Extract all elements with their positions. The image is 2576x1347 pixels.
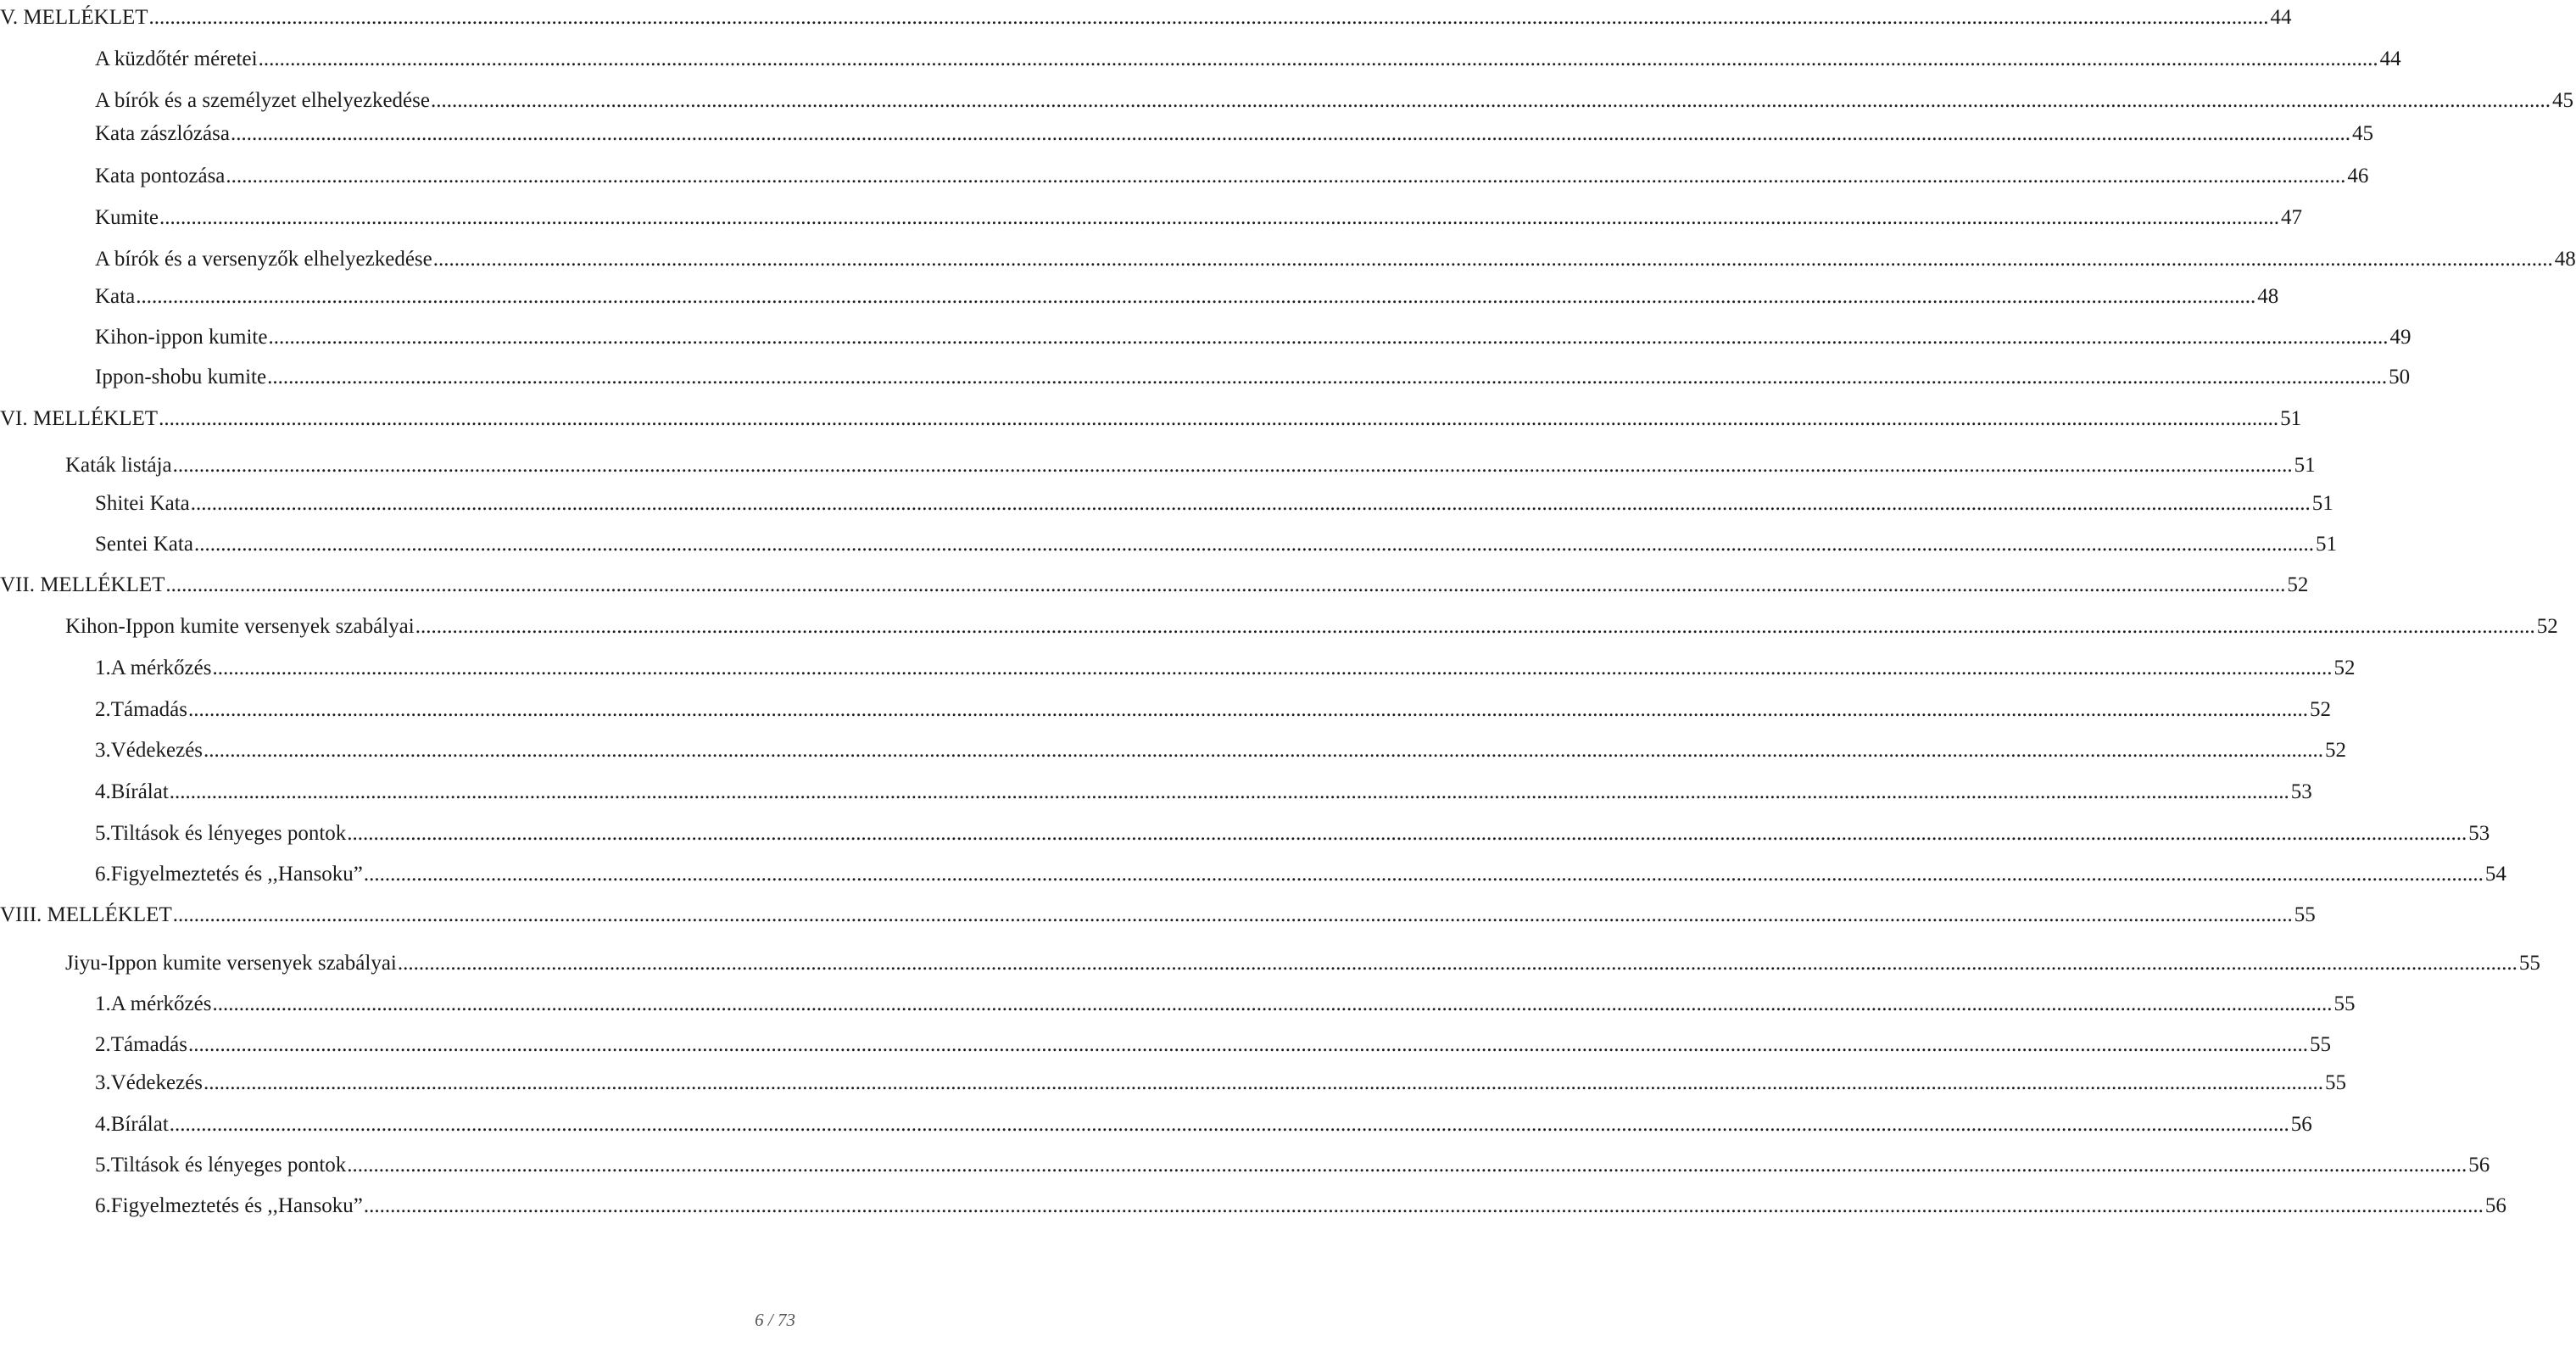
toc-entry-title: Bírálat: [110, 780, 169, 803]
toc-entry[interactable]: [0, 895, 2316, 936]
toc-leader-dots: ................................................................................................................................................................................................................................................................................................................................................................................................................: [136, 285, 2256, 308]
toc-entry-title: VI. MELLÉKLET: [0, 407, 159, 430]
toc-entry[interactable]: [0, 317, 2412, 358]
page-indicator: 6 / 73: [755, 1310, 795, 1330]
toc-entry-page-number: 53: [2468, 822, 2490, 845]
toc-entry-page-number: 55: [2325, 1071, 2347, 1094]
toc-entry[interactable]: [0, 156, 2369, 197]
toc-leader-dots: ................................................................................................................................................................................................................................................................................................................................................................................................................: [172, 454, 2293, 477]
toc-leader-dots: ................................................................................................................................................................................................................................................................................................................................................................................................................: [267, 366, 2388, 388]
toc-entry-title: Támadás: [110, 698, 187, 721]
toc-entry[interactable]: [0, 730, 2347, 771]
toc-entry-page-number: 52: [2333, 657, 2356, 679]
toc-entry-page-number: 56: [2484, 1194, 2506, 1217]
toc-leader-dots: ................................................................................................................................................................................................................................................................................................................................................................................................................: [347, 822, 2467, 845]
toc-entry-page-number: 55: [2518, 952, 2540, 975]
toc-entry-title: VII. MELLÉKLET: [0, 573, 165, 596]
toc-entry-number: 3.: [95, 739, 111, 762]
toc-entry[interactable]: [0, 606, 2558, 647]
toc-leader-dots: ................................................................................................................................................................................................................................................................................................................................................................................................................: [430, 89, 2551, 112]
toc-entry[interactable]: [0, 1025, 2331, 1065]
toc-entry[interactable]: [0, 648, 2356, 689]
toc-entry[interactable]: [0, 772, 2312, 813]
toc-entry-page-number: 44: [2379, 48, 2401, 70]
toc-leader-dots: ................................................................................................................................................................................................................................................................................................................................................................................................................: [169, 1113, 2289, 1136]
toc-entry[interactable]: [0, 357, 2411, 398]
toc-entry-title: Kata: [95, 285, 136, 308]
toc-entry-page-number: 45: [2351, 122, 2373, 145]
toc-entry-title: Figyelmeztetés és ,,Hansoku”: [110, 863, 363, 886]
toc-leader-dots: ................................................................................................................................................................................................................................................................................................................................................................................................................: [204, 739, 2324, 762]
toc-leader-dots: ................................................................................................................................................................................................................................................................................................................................................................................................................: [193, 533, 2314, 556]
toc-entry-page-number: 44: [2270, 6, 2292, 29]
toc-entry-page-number: 56: [2468, 1154, 2490, 1177]
toc-entry[interactable]: [0, 943, 2540, 984]
toc-entry-page-number: 51: [2280, 407, 2302, 430]
toc-leader-dots: ................................................................................................................................................................................................................................................................................................................................................................................................................: [397, 952, 2517, 975]
toc-leader-dots: ................................................................................................................................................................................................................................................................................................................................................................................................................: [159, 407, 2279, 430]
toc-leader-dots: ................................................................................................................................................................................................................................................................................................................................................................................................................: [169, 780, 2289, 803]
toc-entry-title: Kata zászlózása: [95, 122, 230, 145]
toc-entry[interactable]: [0, 239, 2576, 280]
toc-entry[interactable]: [0, 1186, 2506, 1227]
toc-entry[interactable]: [0, 483, 2333, 524]
toc-entry-page-number: 52: [2309, 698, 2331, 721]
toc-entry-title: Támadás: [110, 1033, 187, 1056]
toc-entry-page-number: 53: [2290, 780, 2312, 803]
toc-entry[interactable]: [0, 813, 2490, 854]
toc-entry-title: Ippon-shobu kumite: [95, 366, 267, 388]
toc-entry-number: 5.: [95, 822, 111, 845]
toc-entry-number: 4.: [95, 1113, 111, 1136]
toc-entry-title: Kihon-ippon kumite: [95, 326, 268, 349]
toc-entry-page-number: 52: [2536, 615, 2558, 638]
toc-entry-title: Kumite: [95, 206, 159, 229]
toc-leader-dots: ................................................................................................................................................................................................................................................................................................................................................................................................................: [363, 1194, 2484, 1217]
toc-entry-number: 2.: [95, 698, 111, 721]
toc-entry-title: Kata pontozása: [95, 165, 226, 187]
toc-entry[interactable]: [0, 1063, 2347, 1104]
toc-entry-title: Sentei Kata: [95, 533, 193, 556]
toc-entry[interactable]: [0, 1145, 2490, 1186]
toc-entry-title: Bírálat: [110, 1113, 169, 1136]
toc-entry[interactable]: [0, 114, 2373, 154]
toc-entry[interactable]: [0, 690, 2331, 730]
toc-leader-dots: ................................................................................................................................................................................................................................................................................................................................................................................................................: [415, 615, 2535, 638]
toc-leader-dots: ................................................................................................................................................................................................................................................................................................................................................................................................................: [212, 657, 2333, 679]
toc-entry-number: 1.: [95, 992, 111, 1015]
toc-entry-number: 4.: [95, 780, 111, 803]
toc-entry[interactable]: [0, 854, 2506, 895]
toc-entry-page-number: 55: [2309, 1033, 2331, 1056]
toc-entry[interactable]: [0, 39, 2401, 80]
toc-leader-dots: ................................................................................................................................................................................................................................................................................................................................................................................................................: [212, 992, 2333, 1015]
toc-entry-page-number: 52: [2325, 739, 2347, 762]
toc-entry-title: A küzdőtér méretei: [95, 48, 258, 70]
toc-entry-title: Védekezés: [110, 1071, 204, 1094]
toc-entry[interactable]: [0, 198, 2302, 238]
toc-leader-dots: ................................................................................................................................................................................................................................................................................................................................................................................................................: [258, 48, 2378, 70]
toc-entry-title: Jiyu-Ippon kumite versenyek szabályai: [65, 952, 397, 975]
toc-entry-title: Tiltások és lényeges pontok: [110, 822, 347, 845]
toc-entry-page-number: 46: [2347, 165, 2369, 187]
toc-entry-page-number: 56: [2290, 1113, 2312, 1136]
toc-entry-number: 6.: [95, 1194, 111, 1217]
toc-entry-page-number: 54: [2484, 863, 2506, 886]
toc-entry-page-number: 55: [2333, 992, 2356, 1015]
toc-entry[interactable]: [0, 565, 2309, 606]
toc-entry-page-number: 48: [2554, 248, 2576, 271]
toc-leader-dots: ................................................................................................................................................................................................................................................................................................................................................................................................................: [230, 122, 2350, 145]
toc-entry-page-number: 52: [2287, 573, 2309, 596]
toc-entry-page-number: 50: [2389, 366, 2411, 388]
toc-entry-title: VIII. MELLÉKLET: [0, 903, 172, 926]
toc-entry-number: 6.: [95, 863, 111, 886]
toc-entry-title: A bírók és a versenyzők elhelyezkedése: [95, 248, 432, 271]
toc-entry-page-number: 55: [2294, 903, 2316, 926]
toc-entry-page-number: 47: [2281, 206, 2302, 229]
toc-leader-dots: ................................................................................................................................................................................................................................................................................................................................................................................................................: [347, 1154, 2467, 1177]
toc-leader-dots: ................................................................................................................................................................................................................................................................................................................................................................................................................: [432, 248, 2553, 271]
toc-entry-page-number: 51: [2311, 492, 2333, 515]
toc-leader-dots: ................................................................................................................................................................................................................................................................................................................................................................................................................: [159, 206, 2279, 229]
toc-entry-title: Tiltások és lényeges pontok: [110, 1154, 347, 1177]
toc-entry-page-number: 48: [2257, 285, 2279, 308]
toc-entry-title: Figyelmeztetés és ,,Hansoku”: [110, 1194, 363, 1217]
toc-leader-dots: ................................................................................................................................................................................................................................................................................................................................................................................................................: [363, 863, 2484, 886]
toc-entry-page-number: 51: [2315, 533, 2337, 556]
toc-entry-number: 3.: [95, 1071, 111, 1094]
toc-leader-dots: ................................................................................................................................................................................................................................................................................................................................................................................................................: [165, 573, 2286, 596]
toc-entry[interactable]: [0, 445, 2316, 486]
toc-leader-dots: ................................................................................................................................................................................................................................................................................................................................................................................................................: [187, 1033, 2308, 1056]
toc-entry[interactable]: [0, 277, 2279, 317]
toc-leader-dots: ................................................................................................................................................................................................................................................................................................................................................................................................................: [148, 6, 2269, 29]
toc-entry[interactable]: [0, 984, 2356, 1025]
toc-entry-title: Katák listája: [65, 454, 172, 477]
toc-entry-title: A bírók és a személyzet elhelyezkedése: [95, 89, 430, 112]
toc-entry[interactable]: [0, 0, 2292, 38]
toc-entry-page-number: 49: [2389, 326, 2412, 349]
toc-entry[interactable]: [0, 1104, 2312, 1145]
toc-entry-number: 1.: [95, 657, 111, 679]
toc-entry-number: 5.: [95, 1154, 111, 1177]
toc-entry-title: Shitei Kata: [95, 492, 190, 515]
toc-entry-title: A mérkőzés: [110, 657, 212, 679]
toc-entry-title: Kihon-Ippon kumite versenyek szabályai: [65, 615, 415, 638]
toc-entry-title: A mérkőzés: [110, 992, 212, 1015]
toc-entry-page-number: 45: [2551, 89, 2573, 112]
toc-leader-dots: ................................................................................................................................................................................................................................................................................................................................................................................................................: [204, 1071, 2324, 1094]
toc-entry-title: Védekezés: [110, 739, 204, 762]
toc-leader-dots: ................................................................................................................................................................................................................................................................................................................................................................................................................: [190, 492, 2311, 515]
toc-entry-number: 2.: [95, 1033, 111, 1056]
toc-entry[interactable]: [0, 524, 2337, 565]
toc-entry[interactable]: [0, 399, 2302, 439]
toc-leader-dots: ................................................................................................................................................................................................................................................................................................................................................................................................................: [226, 165, 2346, 187]
toc-leader-dots: ................................................................................................................................................................................................................................................................................................................................................................................................................: [172, 903, 2293, 926]
toc-entry-title: V. MELLÉKLET: [0, 6, 148, 29]
toc-entry-page-number: 51: [2294, 454, 2316, 477]
toc-leader-dots: ................................................................................................................................................................................................................................................................................................................................................................................................................: [187, 698, 2308, 721]
toc-leader-dots: ................................................................................................................................................................................................................................................................................................................................................................................................................: [268, 326, 2389, 349]
